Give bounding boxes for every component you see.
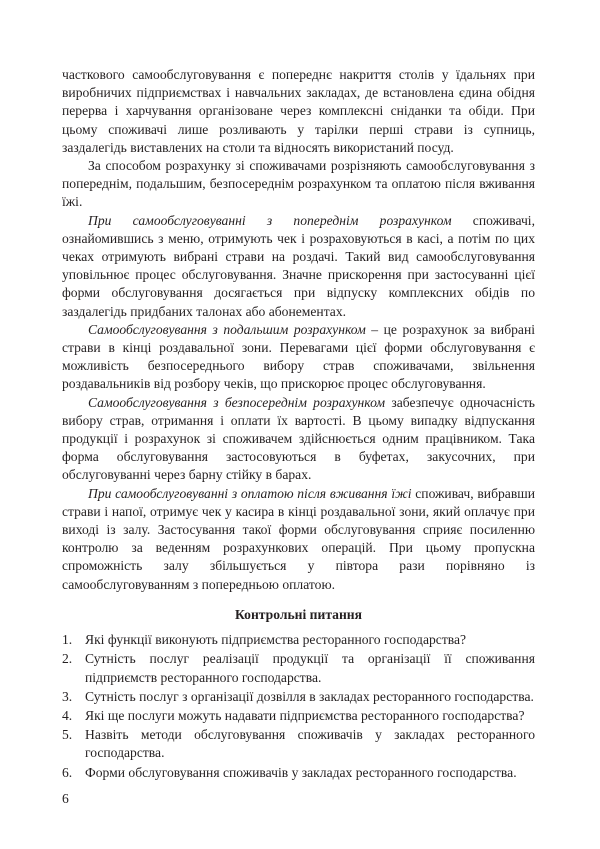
question-item: [62, 726, 535, 762]
question-text: Назвіть методи обслуговування споживачів у закладах ресторанного господарства.: [85, 727, 535, 761]
questions-list: [62, 631, 535, 782]
question-number: 3.: [62, 688, 73, 704]
question-item: [62, 707, 535, 725]
paragraph-postpayment-text: – це розрахунок за вибрані страви в кінці роздавальної зони. Перевагами цієї форми обслуговування є можливість безпосереднього вибору страв споживачами, звільнення роздавальників від розбору чеків, що прискорює процес обслуговування.: [62, 321, 535, 392]
paragraph-direct-payment-text: забезпечує одночасність вибору страв, отримання і оплати їх вартості. В цьому випадку відпускання продукції і розрахунок зі споживачем здійснюється одним працівником. Така форма обслуговування застосовуються в буфетах, закусочних, при обслуговуванні через барну стійку в барах.: [62, 394, 535, 483]
question-text: Сутність послуг з організації дозвілля в закладах ресторанного господарства.: [85, 688, 534, 704]
page-number: 6: [62, 791, 69, 806]
term-postpayment: Самообслуговування з подальшим розрахунком: [88, 321, 366, 337]
term-prepayment: При самообслуговуванні з попереднім розрахунком: [88, 212, 452, 228]
paragraph-prepayment: [62, 212, 535, 321]
paragraph-postpayment: [62, 321, 535, 394]
page-body: [62, 66, 535, 783]
paragraph-payment-methods: За способом розрахунку зі споживачами розрізняють самообслуговування з попереднім, подальшим, безпосереднім розрахунком та оплатою після вживання їжі.: [62, 158, 535, 210]
question-item: [62, 631, 535, 649]
question-text: Які ще послуги можуть надавати підприємства ресторанного господарства?: [85, 707, 525, 723]
question-number: 1.: [62, 632, 73, 648]
question-item: [62, 688, 535, 706]
paragraph-direct-payment: [62, 394, 535, 485]
question-number: 2.: [62, 651, 73, 667]
term-pay-after-meal: При самообслуговуванні з оплатою після вживання їжі: [88, 485, 412, 501]
question-number: 4.: [62, 707, 73, 723]
paragraph-continued: часткового самообслуговування є попереднє накриття столів у їдальнях при виробничих підприємствах і навчальних закладах, де встановлена єдина обідня перерва і харчування організоване через комплексні сніданки та обіди. При цьому споживачі лише розливають у тарілки перші страви із супниць, заздалегідь виставлених на столи та відносять використаний посуд.: [62, 67, 535, 155]
paragraph-pay-after-meal: [62, 485, 535, 594]
question-text: Сутність послуг реалізації продукції та організації її споживання підприємств ресторанного господарства.: [85, 651, 535, 685]
question-number: 6.: [62, 764, 73, 780]
question-item: [62, 650, 535, 686]
question-text: Які функції виконують підприємства ресторанного господарства?: [85, 632, 467, 648]
paragraph-prepayment-text: споживачі, ознайомившись з меню, отримують чек і розраховуються в касі, а потім по цих чеках отримують вибрані страви на роздачі. Такий вид самообслуговування уповільнює процес обслуговування. Значне прискорення при застосуванні цієї форми обслуговування досягається при відпуску комплексних обідів по заздалегідь придбаних талонах або абонементах.: [62, 212, 535, 319]
term-direct-payment: Самообслуговування з безпосереднім розрахунком: [88, 394, 386, 410]
question-text: Форми обслуговування споживачів у закладах ресторанного господарства.: [85, 764, 517, 780]
question-item: [62, 764, 535, 782]
paragraph-pay-after-meal-text: споживач, вибравши страви і напої, отримує чек у касира в кінці роздавальної зони, який оплачує при виході із залу. Застосування такої форми обслуговування сприяє посиленню контролю за веденням розрахункових операцій. При цьому пропускна спроможність залу збільшується у півтора рази порівняно із самообслуговуванням з попередньою оплатою.: [62, 485, 535, 592]
question-number: 5.: [62, 727, 73, 743]
questions-heading: Контрольні питання: [235, 606, 362, 622]
